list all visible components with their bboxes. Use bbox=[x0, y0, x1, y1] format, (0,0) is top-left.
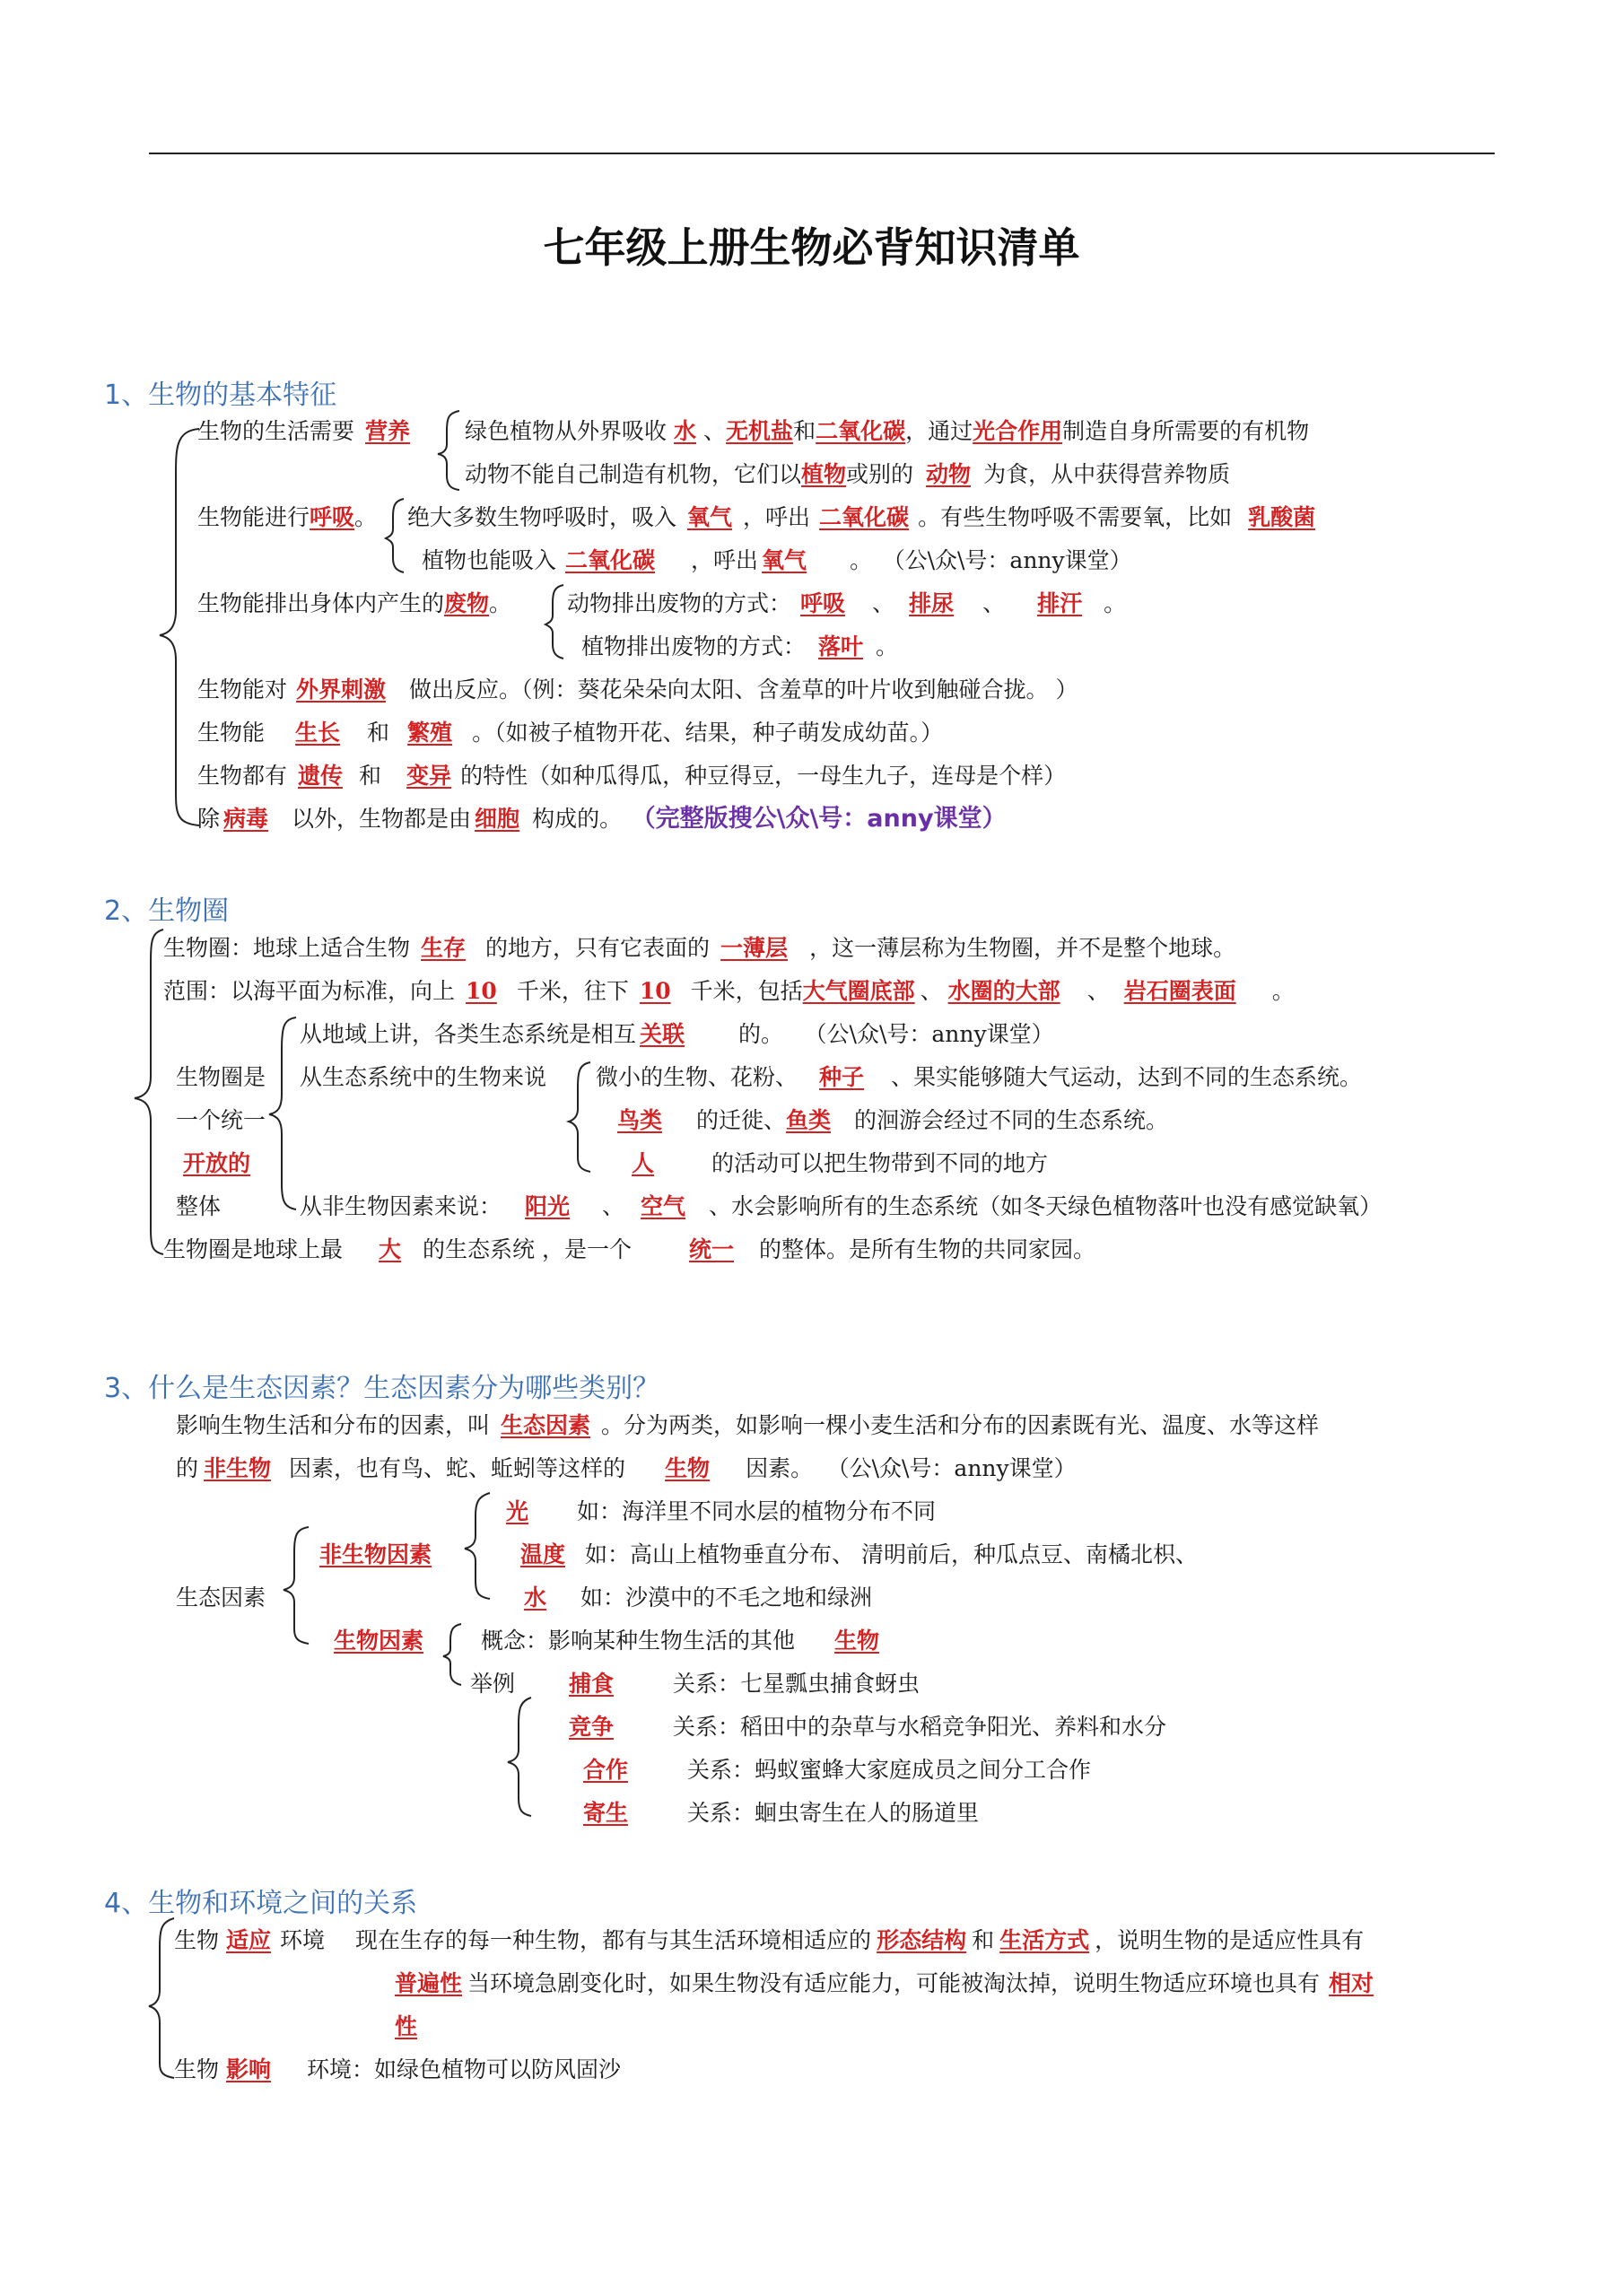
s1-breath-bracket bbox=[386, 499, 404, 572]
fill-answer: 呼吸 bbox=[800, 590, 846, 616]
fill-answer: 动物 bbox=[926, 461, 972, 487]
text: 。 bbox=[1104, 590, 1127, 616]
s2-bio-bracket bbox=[569, 1062, 590, 1172]
fill-answer: 细胞 bbox=[475, 806, 520, 832]
text: 的 bbox=[176, 1455, 199, 1481]
text: 从地域上讲，各类生态系统是相互 bbox=[300, 1021, 637, 1047]
text: 概念：影响某种生物生活的其他 bbox=[481, 1628, 796, 1654]
text: 生物 bbox=[174, 2056, 220, 2082]
text: 绝大多数生物呼吸时，吸入 bbox=[407, 504, 677, 530]
s3-line-3 bbox=[497, 1497, 936, 1527]
text: 和 bbox=[359, 763, 382, 789]
text: 千米，包括 bbox=[690, 978, 803, 1004]
s2-line-4c bbox=[596, 1062, 1362, 1093]
text: 、 bbox=[920, 978, 943, 1004]
text: 微小的生物、花粉、 bbox=[596, 1064, 798, 1090]
s3-line-7 bbox=[542, 1669, 920, 1699]
s3-abiotic-bracket bbox=[465, 1493, 490, 1599]
wechat-note: （公\众\号：anny课堂） bbox=[838, 1455, 1077, 1481]
fill-answer: 植物 bbox=[801, 461, 847, 487]
s1-nutrition-bracket bbox=[438, 411, 459, 490]
text: 关系：七星瓢虫捕食蚜虫 bbox=[673, 1671, 921, 1697]
fill-answer: 水 bbox=[524, 1585, 547, 1611]
text: 现在生存的每一种生物，都有与其生活环境相适应的 bbox=[355, 1927, 872, 1953]
text: 除 bbox=[197, 806, 221, 832]
fill-answer: 相对 bbox=[1329, 1970, 1374, 1996]
fill-answer: 光 bbox=[506, 1498, 529, 1524]
fill-answer: 适应 bbox=[226, 1927, 272, 1953]
s1-line-6 bbox=[581, 632, 898, 662]
s4-line-2 bbox=[395, 1969, 1374, 1999]
s2-line-4b bbox=[300, 1062, 546, 1093]
text: 。 bbox=[876, 633, 899, 659]
wechat-note: （公\众\号：anny课堂） bbox=[816, 1021, 1054, 1047]
s4-line-3 bbox=[395, 2012, 467, 2042]
s2-line-8 bbox=[163, 1235, 1095, 1265]
text: 动物不能自己制造有机物，它们以 bbox=[465, 461, 802, 487]
text: 的整体。是所有生物的共同家园。 bbox=[759, 1236, 1096, 1262]
s2-line-2 bbox=[163, 976, 1295, 1007]
s1-waste-bracket bbox=[545, 585, 563, 659]
fill-answer: 非生物 bbox=[204, 1455, 272, 1481]
text: 关系：蚂蚁蜜蜂大家庭成员之间分工合作 bbox=[687, 1757, 1092, 1783]
text: 的生态系统 ，是一个 bbox=[423, 1236, 632, 1262]
fill-answer: 竞争 bbox=[569, 1714, 615, 1740]
fill-answer: 外界刺激 bbox=[296, 677, 387, 703]
text: 、 bbox=[703, 418, 727, 444]
text: 生物圈：地球上适合生物 bbox=[163, 935, 411, 961]
text: 生物都有 bbox=[197, 763, 288, 789]
text: 或别的 bbox=[846, 461, 914, 487]
fill-answer: 变异 bbox=[406, 763, 452, 789]
fill-answer: 无机盐 bbox=[726, 418, 794, 444]
fill-answer: 繁殖 bbox=[407, 720, 453, 746]
s1-line-7 bbox=[197, 675, 1078, 705]
text: ，呼出 bbox=[743, 504, 811, 530]
text: 因素。 bbox=[746, 1455, 814, 1481]
s1-line-2 bbox=[465, 459, 1230, 490]
fill-answer: 生长 bbox=[295, 720, 341, 746]
text: 关系：蛔虫寄生在人的肠道里 bbox=[687, 1800, 980, 1826]
fill-answer: 一薄层 bbox=[720, 935, 789, 961]
section-4-heading: 4、生物和环境之间的关系 bbox=[104, 1888, 418, 1919]
fill-answer: 生物因素 bbox=[334, 1628, 424, 1654]
text: 的洄游会经过不同的生态系统。 bbox=[854, 1107, 1169, 1133]
fill-answer: 二氧化碳 bbox=[816, 418, 906, 444]
fill-answer: 生物 bbox=[665, 1455, 711, 1481]
fill-answer: 阳光 bbox=[525, 1193, 571, 1219]
fill-answer: 岩石圈表面 bbox=[1123, 978, 1236, 1004]
s2-line-7a bbox=[176, 1192, 221, 1222]
text: 、水会影响所有的生态系统（如冬天绿色植物落叶也没有感觉缺氧） bbox=[709, 1193, 1383, 1219]
fill-answer: 鱼类 bbox=[786, 1107, 832, 1133]
s3-line-7a bbox=[470, 1669, 515, 1699]
fill-answer: 捕食 bbox=[569, 1671, 615, 1697]
s2-line-6b bbox=[596, 1148, 1048, 1179]
fill-answer: 二氧化碳 bbox=[565, 547, 656, 573]
text: 植物也能吸入 bbox=[422, 547, 557, 573]
section-1-heading: 1、生物的基本特征 bbox=[104, 380, 337, 411]
text: 的迁徙、 bbox=[696, 1107, 787, 1133]
text: 。 bbox=[1271, 978, 1295, 1004]
page-title: 七年级上册生物必背知识清单 bbox=[543, 223, 1080, 272]
fill-answer: 合作 bbox=[583, 1757, 629, 1783]
text: 范围：以海平面为标准，向上 bbox=[163, 978, 456, 1004]
text: 、 bbox=[872, 590, 895, 616]
fill-answer: 水圈的大部 bbox=[947, 978, 1060, 1004]
text: 、 bbox=[602, 1193, 625, 1219]
s1-line-3b bbox=[407, 502, 1331, 533]
s2-whole-bracket bbox=[269, 1017, 296, 1209]
fill-answer: 呼吸 bbox=[310, 504, 355, 530]
text: 的特性（如种瓜得瓜，种豆得豆，一母生九子，连母是个样） bbox=[460, 763, 1067, 789]
s2-line-5b bbox=[596, 1105, 1168, 1136]
text: 生态因素 bbox=[176, 1585, 266, 1611]
text: 绿色植物从外界吸收 bbox=[465, 418, 668, 444]
text: 关系：稻田中的杂草与水稻竞争阳光、养料和水分 bbox=[673, 1714, 1167, 1740]
fill-answer: 氧气 bbox=[762, 547, 807, 573]
text: 整体 bbox=[176, 1193, 222, 1219]
fill-answer: 光合作用 bbox=[973, 418, 1063, 444]
text: 当环境急剧变化时，如果生物没有适应能力，可能被淘汰掉，说明生物适应环境也具有 bbox=[467, 1970, 1321, 1996]
fill-answer: 影响 bbox=[226, 2056, 272, 2082]
s3-example-bracket bbox=[508, 1698, 531, 1816]
s3-abiotic-label bbox=[319, 1540, 432, 1570]
text: 生物的生活需要 bbox=[197, 418, 355, 444]
text: 。有些生物呼吸不需要氧，比如 bbox=[918, 504, 1233, 530]
s1-line-1 bbox=[197, 416, 421, 447]
text: 从生态系统中的生物来说 bbox=[300, 1064, 547, 1090]
text: 生物能 bbox=[197, 720, 266, 746]
text: 举例 bbox=[470, 1671, 516, 1697]
fill-answer: 乳酸菌 bbox=[1248, 504, 1316, 530]
fill-answer: 水 bbox=[674, 418, 697, 444]
text: 的。 bbox=[738, 1021, 784, 1047]
text: ，呼出 bbox=[691, 547, 759, 573]
s1-line-5b bbox=[567, 589, 1126, 619]
s3-root-bracket bbox=[284, 1527, 309, 1644]
text: 如：海洋里不同水层的植物分布不同 bbox=[577, 1498, 937, 1524]
fill-answer: 寄生 bbox=[583, 1800, 629, 1826]
s2-line-3 bbox=[300, 1019, 1054, 1050]
section-3-heading: 3、什么是生态因素？生态因素分为哪些类别？ bbox=[104, 1373, 660, 1404]
text: 、 bbox=[1086, 978, 1110, 1004]
s3-line-6 bbox=[481, 1626, 921, 1656]
fill-answer: 形态结构 bbox=[877, 1927, 967, 1953]
s3-line-8 bbox=[542, 1712, 1166, 1742]
text: 因素，也有鸟、蛇、蚯蚓等这样的 bbox=[289, 1455, 626, 1481]
fill-answer: 普遍性 bbox=[395, 1970, 463, 1996]
text: 生物能进行 bbox=[197, 504, 310, 530]
s1-line-8 bbox=[197, 718, 943, 748]
fill-answer: 人 bbox=[632, 1150, 655, 1176]
text: 动物排出废物的方式： bbox=[567, 590, 792, 616]
s3-line-1 bbox=[176, 1410, 1319, 1441]
s3-line-4 bbox=[497, 1540, 1198, 1570]
text: 。 bbox=[850, 547, 873, 573]
text: 生物 bbox=[174, 1927, 220, 1953]
text: 制造自身所需要的有机物 bbox=[1062, 418, 1310, 444]
text: 、 bbox=[982, 590, 1006, 616]
text: 生物圈是 bbox=[176, 1064, 266, 1090]
text: 一个统一 bbox=[176, 1107, 266, 1133]
s1-line-1b bbox=[465, 416, 1309, 447]
text: 。 bbox=[354, 504, 378, 530]
s3-line-2 bbox=[176, 1454, 1077, 1484]
fill-answer: 10 bbox=[466, 978, 497, 1004]
fill-answer: 排汗 bbox=[1037, 590, 1083, 616]
text: 环境 bbox=[280, 1927, 326, 1953]
text: 做出反应。（例：葵花朵朵向太阳、含羞草的叶片收到触碰合拢。 ） bbox=[409, 677, 1078, 703]
fill-answer: 非生物因素 bbox=[319, 1541, 432, 1567]
s2-line-5a bbox=[176, 1105, 266, 1136]
text: 的活动可以把生物带到不同的地方 bbox=[711, 1150, 1049, 1176]
text: ，这一薄层称为生物圈，并不是整个地球。 bbox=[809, 935, 1236, 961]
s3-biotic-label bbox=[319, 1626, 434, 1656]
text: 以外，生物都是由 bbox=[292, 806, 472, 832]
text: 环境：如绿色植物可以防风固沙 bbox=[307, 2056, 622, 2082]
text: 和 bbox=[793, 418, 816, 444]
text: 如：高山上植物垂直分布、 清明前后，种瓜点豆、南橘北枳、 bbox=[585, 1541, 1198, 1567]
s3-line-5 bbox=[497, 1583, 872, 1613]
text: 的地方，只有它表面的 bbox=[485, 935, 711, 961]
fill-answer: 统一 bbox=[688, 1236, 734, 1262]
s1-main-bracket bbox=[160, 429, 199, 825]
text: 。（如被子植物开花、结果，种子萌发成幼苗。） bbox=[472, 720, 944, 746]
text: 。 bbox=[489, 590, 512, 616]
text: 生物能对 bbox=[197, 677, 288, 703]
fill-answer: 遗传 bbox=[298, 763, 344, 789]
text: 、果实能够随大气运动，达到不同的生态系统。 bbox=[891, 1064, 1363, 1090]
s4-line-4 bbox=[174, 2055, 621, 2085]
fill-answer: 生活方式 bbox=[999, 1927, 1090, 1953]
fill-answer: 氧气 bbox=[687, 504, 733, 530]
fill-answer: 10 bbox=[639, 978, 671, 1004]
fill-answer: 性 bbox=[395, 2013, 418, 2039]
fill-answer: 二氧化碳 bbox=[819, 504, 910, 530]
text: 和 bbox=[972, 1927, 995, 1953]
text: 影响生物生活和分布的因素，叫 bbox=[176, 1412, 491, 1438]
text: ，通过 bbox=[905, 418, 973, 444]
s1-line-3 bbox=[197, 502, 377, 533]
text: 植物排出废物的方式： bbox=[581, 633, 807, 659]
fill-answer: 种子 bbox=[819, 1064, 865, 1090]
text: 为食，从中获得营养物质 bbox=[983, 461, 1231, 487]
s2-line-1 bbox=[163, 933, 1235, 964]
wechat-note: （公\众\号：anny课堂） bbox=[894, 547, 1132, 573]
s4-main-bracket bbox=[149, 1918, 174, 2078]
s2-line-6a bbox=[176, 1148, 257, 1179]
fill-answer: 鸟类 bbox=[617, 1107, 663, 1133]
fill-answer: 大 bbox=[379, 1236, 402, 1262]
text: 。分为两类，如影响一棵小麦生活和分布的因素既有光、温度、水等这样 bbox=[601, 1412, 1320, 1438]
text: ，说明生物的是适应性具有 bbox=[1095, 1927, 1365, 1953]
text: 如：沙漠中的不毛之地和绿洲 bbox=[580, 1585, 873, 1611]
section-2-heading: 2、生物圈 bbox=[104, 895, 230, 927]
fill-answer: 生存 bbox=[421, 935, 467, 961]
fill-answer: 排尿 bbox=[909, 590, 955, 616]
text: 从非生物因素来说： bbox=[300, 1193, 502, 1219]
s3-line-9 bbox=[542, 1755, 1091, 1785]
s3-root-label bbox=[176, 1583, 266, 1613]
fill-answer: 病毒 bbox=[223, 806, 269, 832]
s2-line-7b bbox=[300, 1192, 1382, 1222]
fill-answer: 大气圈底部 bbox=[802, 978, 915, 1004]
s1-line-4 bbox=[422, 546, 1132, 576]
s2-main-bracket bbox=[135, 930, 163, 1254]
text: 生物能排出身体内产生的 bbox=[197, 590, 445, 616]
text: 千米，往下 bbox=[516, 978, 629, 1004]
s1-line-9 bbox=[197, 761, 1066, 791]
s3-line-10 bbox=[542, 1798, 979, 1829]
fill-answer: 废物 bbox=[444, 590, 490, 616]
s3-biotic-bracket bbox=[443, 1624, 461, 1685]
s1-line-5 bbox=[197, 589, 511, 619]
s4-line-1 bbox=[174, 1925, 1364, 1956]
fill-answer: 空气 bbox=[641, 1193, 686, 1219]
s2-line-4a bbox=[176, 1062, 266, 1093]
s1-line-10 bbox=[197, 804, 1007, 834]
fill-answer: 开放的 bbox=[183, 1150, 251, 1176]
promo-highlight: （完整版搜公\众\号：anny课堂） bbox=[643, 805, 1007, 833]
text: 构成的。 bbox=[532, 806, 623, 832]
fill-answer: 营养 bbox=[365, 418, 411, 444]
text: 生物圈是地球上最 bbox=[163, 1236, 344, 1262]
text: 和 bbox=[367, 720, 390, 746]
fill-answer: 关联 bbox=[640, 1021, 685, 1047]
fill-answer: 生态因素 bbox=[501, 1412, 591, 1438]
fill-answer: 生物 bbox=[834, 1628, 880, 1654]
fill-answer: 落叶 bbox=[818, 633, 864, 659]
fill-answer: 温度 bbox=[520, 1541, 566, 1567]
